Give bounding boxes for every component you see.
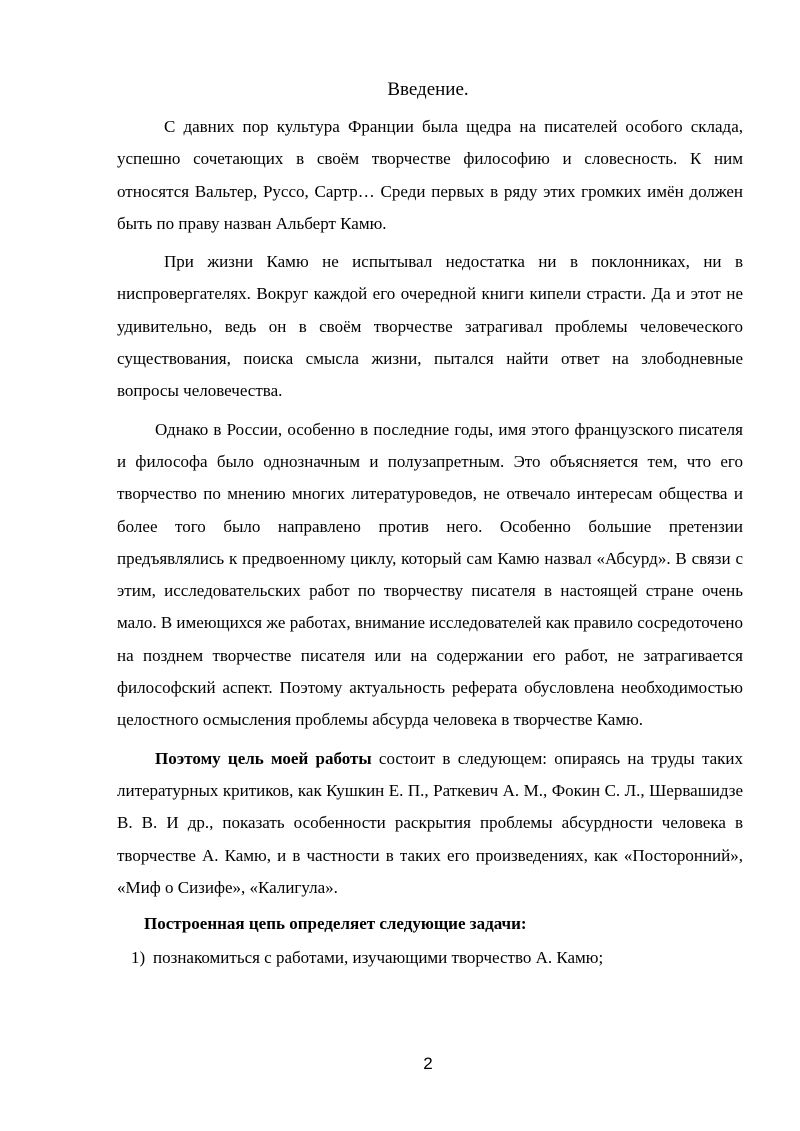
tasks-list — [117, 942, 743, 974]
document-body — [117, 111, 743, 975]
goal-text: состоит в следующем: опираясь на труды таких литературных критиков, как Кушкин Е. П., Раткевич А. М., Фокин С. Л., Шервашидзе В. В. И др., показать особенности раскрытия проблемы абсурдности человека в творчестве А. Камю, и в частности в таких его произведениях, как «Посторонний», «Миф о Сизифе», «Калигула». — [117, 748, 743, 897]
goal-lead: Поэтому цель моей работы — [155, 748, 372, 768]
list-item — [117, 942, 743, 974]
paragraph-goal — [117, 743, 743, 904]
paragraph-russia: Однако в России, особенно в последние годы, имя этого французского писателя и философа было однозначным и полузапретным. Это объясняется тем, что его творчество по мнению многих литературоведов, не отвечало интересам общества и более того было направлено против него. Особенно большие претензии предъявлялись к предвоенному циклу, который сам Камю назвал «Абсурд». В связи с этим, исследовательских работ по творчеству писателя в настоящей стране очень мало. В имеющихся же работах, внимание исследователей как правило сосредоточено на позднем творчестве писателя или на содержании его работ, не затрагивается философский аспект. Поэтому актуальность реферата обусловлена необходимостью целостного осмысления проблемы абсурда человека в творчестве Камю. — [117, 419, 743, 730]
document-title: Введение. — [387, 79, 469, 100]
list-item-text: познакомиться с работами, изучающими творчество А. Камю; — [153, 948, 604, 968]
page-number: 2 — [423, 1054, 433, 1073]
tasks-heading: Построенная цепь определяет следующие задачи: — [144, 914, 527, 934]
paragraph-lifetime: При жизни Камю не испытывал недостатка ни в поклонниках, ни в ниспровергателях. Вокруг каждой его очередной книги кипели страсти. Да и этот не удивительно, ведь он в своём творчестве затрагивал проблемы человеческого существования, поиска смысла жизни, пытался найти ответ на злободневные вопросы человечества. — [117, 252, 743, 401]
paragraph-intro: С давних пор культура Франции была щедра на писателей особого склада, успешно сочетающих в своём творчестве философию и словесность. К ним относятся Вальтер, Руссо, Сартр… Среди первых в ряду этих громких имён должен быть по праву назван Альберт Камю. — [117, 117, 743, 233]
list-item-number: 1) — [131, 948, 146, 968]
